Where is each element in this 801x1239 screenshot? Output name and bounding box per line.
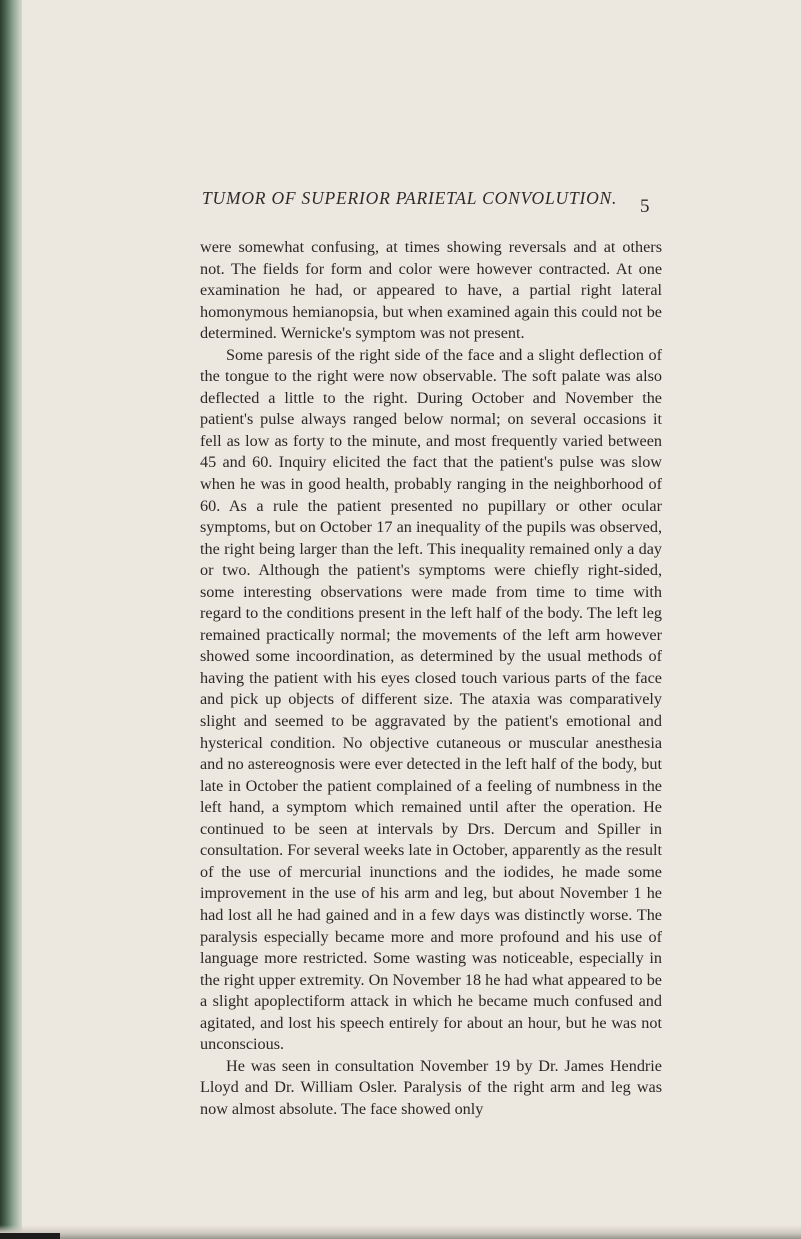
paragraph-consultation: He was seen in consultation November 19 by Dr. James Hendrie Lloyd and Dr. William Osler. Paralysis of the right arm and leg was now almost absolute. The face showed only — [200, 1056, 662, 1118]
paragraph-continued: were somewhat confusing, at times showing reversals and at others not. The fields for form and color were however contracted. At one examination he had, or appeared to have, a partial right lateral homonymous hemianopsia, but when examined again this could not be determined. Wernicke's symptom was not present. — [200, 238, 662, 343]
paragraph-clinical-course: Some paresis of the right side of the face and a slight deflection of the tongue to the right were now observable. The soft palate was also deflected a little to the right. During October and November the patient's pulse always ranged below normal; on several occasions it fell as low as forty to the minute, and most frequently varied between 45 and 60. Inquiry elicited the fact that the patient's pulse was slow when he was in good health, probably ranging in the neighborhood of 60. As a rule the patient presented no pupillary or other ocular symptoms, but on October 17 an inequality of the pupils was observed, the right being larger than the left. This inequality remained only a day or two. Although the patient's symptoms were chiefly right-sided, some interesting observations were made from time to time with regard to the conditions present in the left half of the body. The left leg remained practically normal; the movements of the left arm however showed some incoordination, as determined by the usual methods of having the patient with his eyes closed touch various parts of the face and pick up objects of different size. The ataxia was comparatively slight and seemed to be aggravated by the patient's emotional and hysterical condition. No objective cutaneous or muscular anesthesia and no astereognosis were ever detected in the left half of the body, but late in October the patient complained of a feeling of numbness in the left hand, a symptom which remained until after the operation. He continued to be seen at intervals by Drs. Dercum and Spiller in consultation. For several weeks late in October, apparently as the result of the use of mercurial inunctions and the iodides, he made some improvement in the use of his arm and leg, but about November 1 he had lost all he had gained and in a few days was distinctly worse. The paralysis especially became more and more profound and his use of language more restricted. Some wasting was noticeable, especially in the right upper extremity. On November 18 he had what appeared to be a slight apoplectiform attack in which he became much confused and agitated, and lost his speech entirely for about an hour, but he was not unconscious. — [200, 345, 662, 1054]
page-number: 5 — [640, 196, 650, 217]
body-text — [200, 237, 662, 1120]
running-title: TUMOR OF SUPERIOR PARIETAL CONVOLUTION. — [202, 188, 618, 208]
book-spine-shadow — [0, 0, 22, 1239]
running-header — [202, 188, 662, 218]
page-bottom-shadow — [0, 1225, 801, 1239]
page-corner-edge — [0, 1233, 60, 1239]
